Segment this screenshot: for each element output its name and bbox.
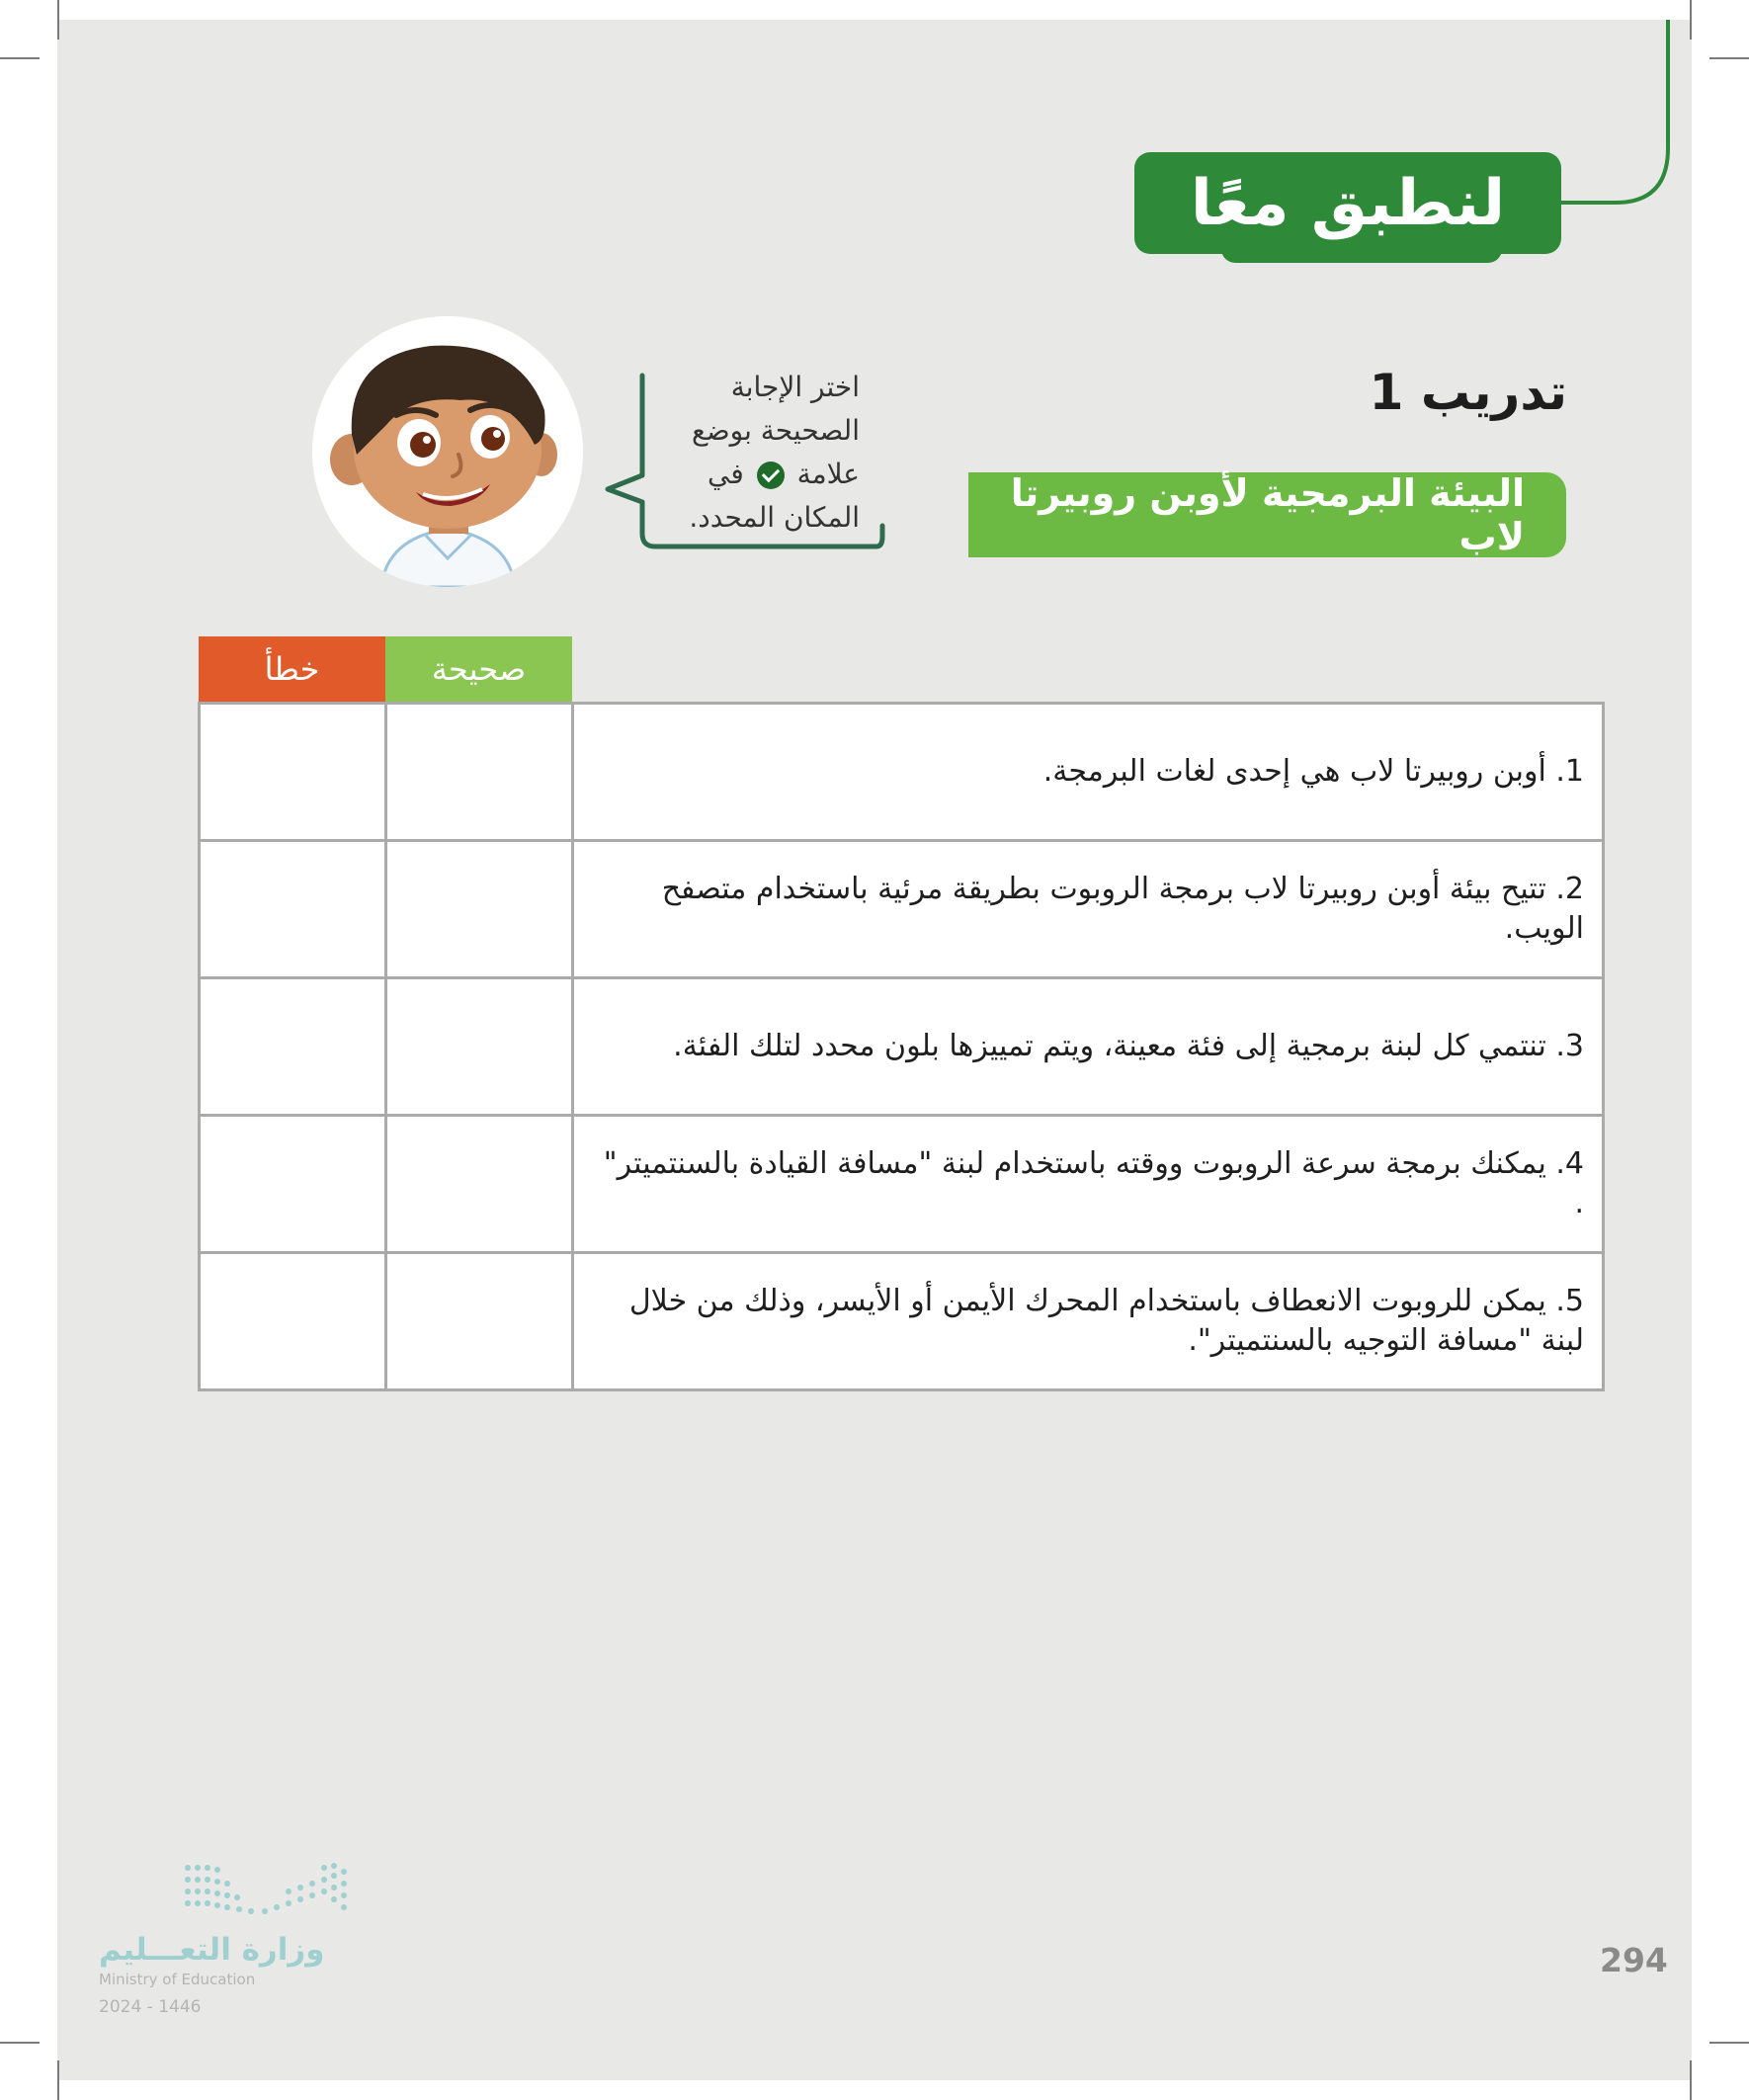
column-header-false — [199, 636, 385, 702]
statement-cell: 5. يمكن للروبوت الانعطاف باستخدام المحرك الأيمن أو الأيسر، وذلك من خلال لبنة "مسافة التوجيه بالسنتميتر". — [573, 1253, 1604, 1390]
instruction-line: المكان المحدد. — [689, 501, 860, 534]
crop-mark — [1690, 2060, 1692, 2100]
column-header-false-label: خطأ — [264, 650, 320, 688]
statement-cell: 3. تنتمي كل لبنة برمجية إلى فئة معينة، ويتم تمييزها بلون محدد لتلك الفئة. — [573, 978, 1604, 1116]
crop-mark — [0, 2042, 40, 2044]
statement-cell: 4. يمكنك برمجة سرعة الروبوت ووقته باستخدام لبنة "مسافة القيادة بالسنتميتر" . — [573, 1116, 1604, 1253]
instruction-word: علامة — [796, 458, 860, 490]
crop-mark — [1690, 0, 1692, 40]
crop-mark — [57, 0, 59, 40]
column-header-true — [385, 636, 572, 702]
instruction-line — [652, 453, 860, 496]
instruction-word: في — [708, 458, 744, 490]
table-row — [200, 978, 1604, 1116]
instruction-line: اختر الإجابة — [730, 371, 860, 403]
instruction-line: الصحيحة بوضع — [691, 414, 860, 447]
answer-true-cell[interactable] — [386, 978, 573, 1116]
crop-mark — [57, 2060, 59, 2100]
section-banner: لنطبق معًا — [1134, 152, 1561, 254]
student-avatar — [312, 316, 583, 587]
exercise-subtitle — [968, 472, 1566, 557]
check-circle-icon — [757, 462, 785, 489]
statement-cell: 2. تتيح بيئة أوبن روبيرتا لاب برمجة الروبوت بطريقة مرئية باستخدام متصفح الويب. — [573, 841, 1604, 978]
answer-false-cell[interactable] — [200, 1116, 386, 1253]
crop-mark — [1709, 2042, 1749, 2044]
answer-false-cell[interactable] — [200, 1253, 386, 1390]
crop-mark — [0, 57, 40, 59]
crop-mark — [1709, 57, 1749, 59]
column-header-true-label: صحيحة — [431, 650, 527, 688]
true-false-table — [198, 702, 1605, 1391]
answer-false-cell[interactable] — [200, 704, 386, 841]
ministry-year: 2024 - 1446 — [99, 1997, 202, 2017]
instruction-text — [652, 366, 860, 540]
table-row — [200, 841, 1604, 978]
statement-cell: 1. أوبن روبيرتا لاب هي إحدى لغات البرمجة. — [573, 704, 1604, 841]
answer-false-cell[interactable] — [200, 841, 386, 978]
ministry-name-arabic: وزارة التعـــليم — [99, 1932, 325, 1968]
exercise-title: تدريب 1 — [1369, 364, 1567, 421]
ministry-logo-icon — [182, 1862, 350, 1917]
table-row — [200, 704, 1604, 841]
exercise-subtitle-text: البيئة البرمجية لأوبن روبيرتا لاب — [1010, 471, 1525, 558]
answer-true-cell[interactable] — [386, 1253, 573, 1390]
table-row — [200, 1116, 1604, 1253]
answer-true-cell[interactable] — [386, 704, 573, 841]
table-row — [200, 1253, 1604, 1390]
answer-true-cell[interactable] — [386, 1116, 573, 1253]
page-number: 294 — [1600, 1941, 1668, 1979]
boy-illustration — [312, 316, 583, 587]
answer-false-cell[interactable] — [200, 978, 386, 1116]
answer-true-cell[interactable] — [386, 841, 573, 978]
ministry-name-english: Ministry of Education — [99, 1971, 256, 1988]
